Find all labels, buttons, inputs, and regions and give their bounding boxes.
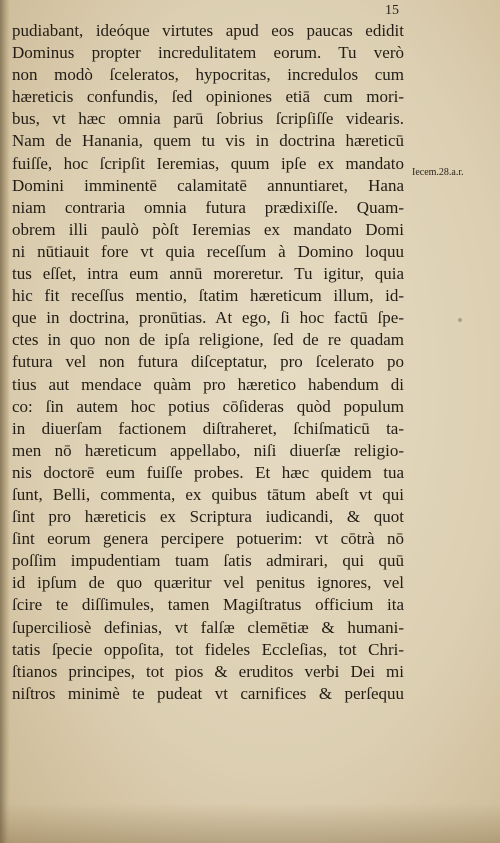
text-line: bus, vt hæc omnia parū ſobrius ſcripſiſſe videaris. bbox=[12, 109, 404, 129]
text-line: Dominus propter incredulitatem eorum. Tu verò bbox=[12, 43, 404, 63]
page-bottom-shadow bbox=[0, 803, 500, 843]
marginal-note: Iecem.28.a.r. bbox=[412, 167, 464, 178]
paper-stain bbox=[458, 318, 462, 322]
text-line: que in doctrina, pronūtias. At ego, ſi hoc factū ſpe- bbox=[12, 308, 404, 328]
text-line: pudiabant, ideóque virtutes apud eos paucas edidit bbox=[12, 21, 404, 40]
text-line: men nō hæreticum appellabo, niſi diuerſæ religio- bbox=[12, 440, 404, 460]
text-line: ſunt, Belli, commenta, ex quibus tātum abeſt vt qui bbox=[12, 484, 404, 504]
text-line: ſint eorum genera percipere potuerim: vt cōtrà nō bbox=[12, 529, 404, 549]
text-line: ni nūtiauit fore vt quia receſſum à Domino loquu bbox=[12, 241, 404, 261]
text-line: ctes in quo non de ipſa religione, ſed de re quadam bbox=[12, 330, 404, 350]
text-line: non modò ſceleratos, hypocritas, incredulos cum bbox=[12, 65, 404, 85]
text-line: fuiſſe, hoc ſcripſit Ieremias, quum ipſe ex mandato bbox=[12, 153, 404, 173]
page-number: 15 bbox=[385, 3, 399, 18]
text-line: ſcire te diſſimules, tamen Magiſtratus officium ita bbox=[12, 595, 404, 615]
text-line: nis doctorē eum fuiſſe probes. Et hæc quidem tua bbox=[12, 462, 404, 482]
text-line: ſuperciliosè definias, vt falſæ clemētiæ & humani- bbox=[12, 617, 404, 637]
text-line: obrem illi paulò pòſt Ieremias ex mandato Domi bbox=[12, 219, 404, 239]
text-line: Domini imminentē calamitatē annuntiaret, Hana bbox=[12, 175, 404, 195]
text-line: ſtianos principes, tot pios & eruditos verbi Dei mi bbox=[12, 661, 404, 681]
text-line: tus eſſet, intra eum annū moreretur. Tu igitur, quia bbox=[12, 264, 404, 284]
text-line: co: ſin autem hoc potius cōſideras quòd populum bbox=[12, 396, 404, 416]
text-line: id ipſum de quo quæritur vel penitus ignores, vel bbox=[12, 573, 404, 593]
page-gutter-shadow bbox=[0, 0, 10, 843]
text-line: in diuerſam factionem diſtraheret, ſchiſmaticū ta- bbox=[12, 418, 404, 438]
text-line: tius aut mendace quàm pro hæretico habendum di bbox=[12, 374, 404, 394]
text-line: ſint pro hæreticis ex Scriptura iudicandi, & quot bbox=[12, 507, 404, 527]
text-line: niſtros minimè te pudeat vt carnifices & perſequu bbox=[12, 683, 404, 703]
text-line: poſſim impudentiam tuam ſatis admirari, qui quū bbox=[12, 551, 404, 571]
text-line: hæreticis confundis, ſed opiniones etiā cum mori- bbox=[12, 87, 404, 107]
text-line: hic fit receſſus mentio, ſtatim hæreticum illum, id- bbox=[12, 286, 404, 306]
text-line: tatis ſpecie oppoſita, tot fideles Eccleſias, tot Chri- bbox=[12, 639, 404, 659]
text-line: Nam de Hanania, quem tu vis in doctrina hæreticū bbox=[12, 131, 404, 151]
text-line: futura vel non futura diſceptatur, pro ſcelerato po bbox=[12, 352, 404, 372]
body-text bbox=[12, 20, 404, 705]
text-line: niam contraria omnia futura prædixiſſe. Quam- bbox=[12, 197, 404, 217]
